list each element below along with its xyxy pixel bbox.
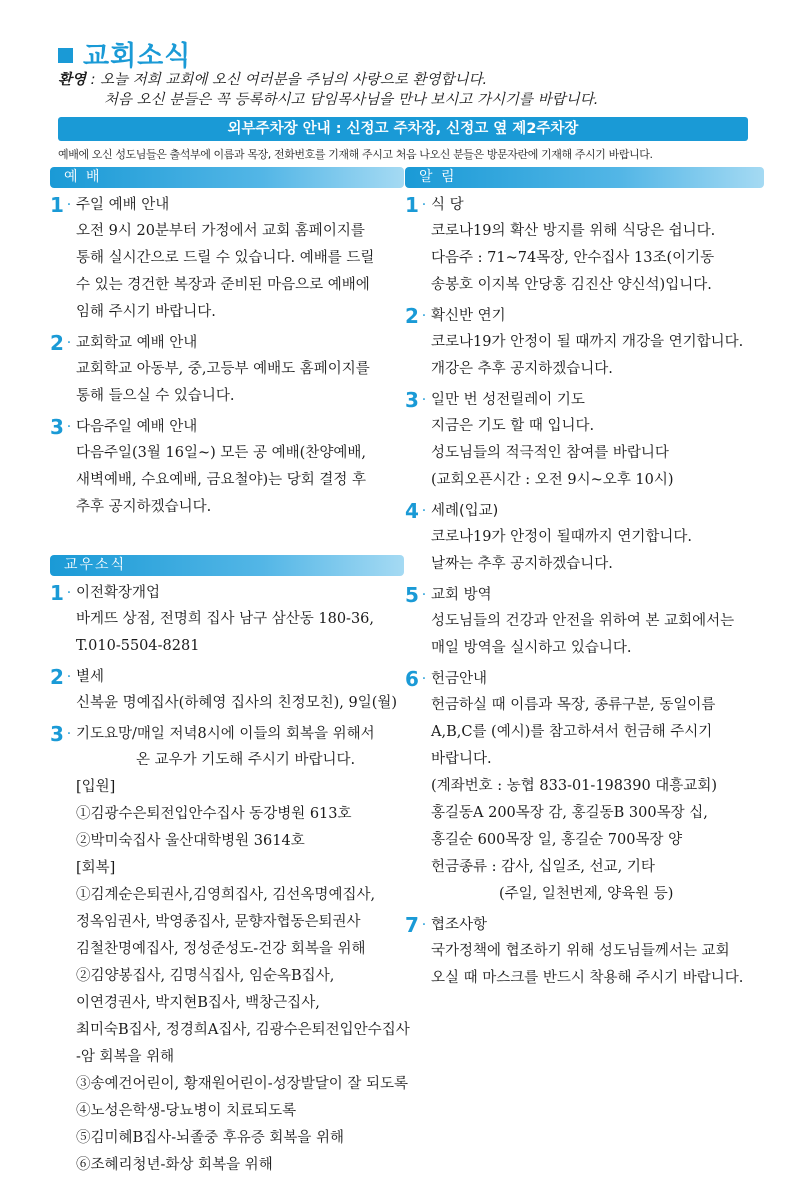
item-title: 기도요망/매일 저녁8시에 이들의 회복을 위해서	[76, 726, 375, 742]
item-title: 주일 예배 안내	[76, 197, 170, 213]
news-item	[405, 303, 755, 383]
news-item	[405, 192, 755, 299]
body-line: 성도님들의 건강과 안전을 위하여 본 교회에서는	[431, 613, 735, 629]
body-line: 정옥임권사, 박영종집사, 문향자협동은퇴권사	[76, 914, 361, 930]
body-line: 이연경권사, 박지현B집사, 백창근집사,	[76, 995, 320, 1011]
body-line: 교회학교 아동부, 중,고등부 예배도 홈페이지를	[76, 361, 370, 377]
section-header-news: 알 림	[405, 167, 764, 188]
body-line: 수 있는 경건한 복장과 준비된 마음으로 예배에	[76, 277, 370, 293]
item-body	[431, 608, 755, 662]
dot-icon: ·	[66, 669, 72, 685]
dot-icon: ·	[66, 419, 72, 435]
body-line: ③송예건어린이, 황재원어린이-성장발달이 잘 되도록	[76, 1076, 408, 1092]
body-line: 다음주 : 71~74목장, 안수집사 13조(이기동	[431, 250, 715, 266]
body-line: 헌금종류 : 감사, 십일조, 선교, 기타	[431, 859, 655, 875]
item-number: 3	[405, 388, 419, 412]
left-column	[50, 167, 410, 1179]
item-title: 교회 방역	[431, 587, 492, 603]
worship-item	[50, 192, 395, 326]
body-line: 통해 들으실 수 있습니다.	[76, 388, 235, 404]
item-title: 협조사항	[431, 917, 488, 933]
news-item	[405, 912, 755, 992]
body-line: ②박미숙집사 울산대학병원 3614호	[76, 833, 305, 849]
right-column	[405, 167, 755, 992]
item-body	[431, 938, 755, 992]
body-line: 코로나19의 확산 방지를 위해 식당은 쉽니다.	[431, 223, 716, 239]
body-line: 온 교우가 기도해 주시기 바랍니다.	[136, 752, 356, 768]
dot-icon: ·	[421, 671, 427, 687]
body-line: 날짜는 추후 공지하겠습니다.	[431, 556, 613, 572]
body-line: 바랍니다.	[431, 751, 492, 767]
body-line: ①김광수은퇴전입안수집사 동강병원 613호	[76, 806, 352, 822]
body-line: 오전 9시 20분부터 가정에서 교회 홈페이지를	[76, 223, 365, 239]
body-line: 임해 주시기 바랍니다.	[76, 304, 216, 320]
body-line: 새벽예배, 수요예배, 금요철야)는 당회 결정 후	[76, 472, 367, 488]
item-body	[431, 524, 755, 578]
item-number: 1	[405, 193, 419, 217]
item-title: 식 당	[431, 197, 464, 213]
body-line: 개강은 추후 공지하겠습니다.	[431, 361, 613, 377]
item-body	[76, 218, 395, 326]
item-number: 5	[405, 583, 419, 607]
item-body	[431, 413, 755, 494]
body-line: 코로나19가 안정이 될 때까지 개강을 연기합니다.	[431, 334, 744, 350]
body-line: 헌금하실 때 이름과 목장, 종류구분, 동일이름	[431, 697, 716, 713]
section-header-members: 교우소식	[50, 555, 404, 576]
dot-icon: ·	[421, 197, 427, 213]
item-body	[431, 329, 755, 383]
news-item	[405, 666, 755, 908]
item-number: 3	[50, 722, 64, 746]
body-line: 국가정책에 협조하기 위해 성도님들께서는 교회	[431, 943, 730, 959]
item-number: 2	[50, 665, 64, 689]
body-line: ②김양봉집사, 김명식집사, 임순옥B집사,	[76, 968, 335, 984]
worship-item	[50, 330, 395, 410]
item-body	[76, 356, 395, 410]
body-line: (교회오픈시간 : 오전 9시~오후 10시)	[431, 472, 674, 488]
body-line: (계좌번호 : 농협 833-01-198390 대흥교회)	[431, 778, 717, 794]
body-line: 송봉호 이지복 안당홍 김진산 양신석)입니다.	[431, 277, 712, 293]
item-number: 2	[405, 304, 419, 328]
body-line: 오실 때 마스크를 반드시 착용해 주시기 바랍니다.	[431, 970, 744, 986]
item-number: 6	[405, 667, 419, 691]
item-title: 세례(입교)	[431, 503, 499, 519]
welcome-line-1: 환영 : 오늘 저희 교회에 오신 여러분을 주님의 사랑으로 환영합니다.	[58, 72, 488, 88]
welcome-line-2: 처음 오신 분들은 꼭 등록하시고 담임목사님을 만나 보시고 가시기를 바랍니다.	[104, 92, 599, 108]
item-body	[76, 747, 410, 1179]
news-item	[405, 387, 755, 494]
body-line: A,B,C를 (예시)를 참고하셔서 헌금해 주시기	[431, 724, 713, 740]
item-body	[431, 218, 755, 299]
body-line: 추후 공지하겠습니다.	[76, 499, 212, 515]
body-line: 매일 방역을 실시하고 있습니다.	[431, 640, 632, 656]
dot-icon: ·	[421, 392, 427, 408]
body-line: ⑤김미혜B집사-뇌졸중 후유증 회복을 위해	[76, 1130, 344, 1146]
dot-icon: ·	[421, 917, 427, 933]
item-body	[76, 440, 395, 521]
dot-icon: ·	[421, 503, 427, 519]
member-item	[50, 664, 398, 717]
welcome-label: 환영	[58, 72, 87, 88]
body-line: 통해 실시간으로 드릴 수 있습니다. 예배를 드릴	[76, 250, 375, 266]
body-line: (주일, 일천번제, 양육원 등)	[499, 886, 674, 902]
dot-icon: ·	[66, 585, 72, 601]
body-line: 신복윤 명예집사(하혜영 집사의 친정모친), 9일(월)	[76, 695, 398, 711]
worship-item	[50, 414, 395, 521]
body-line: 최미숙B집사, 정경희A집사, 김광수은퇴전입안수집사	[76, 1022, 410, 1038]
body-line: 다음주일(3월 16일~) 모든 공 예배(찬양예배,	[76, 445, 366, 461]
item-body	[76, 606, 395, 660]
square-bullet-icon	[58, 48, 73, 63]
item-number: 2	[50, 331, 64, 355]
page-title: 교회소식	[83, 41, 192, 72]
body-line: 성도님들의 적극적인 참여를 바랍니다	[431, 445, 669, 461]
item-title: 일만 번 성전릴레이 기도	[431, 392, 585, 408]
news-item	[405, 498, 755, 578]
body-line: T.010-5504-8281	[76, 638, 200, 654]
parking-banner: 외부주차장 안내 : 신정고 주차장, 신정고 옆 제2주차장	[58, 117, 748, 141]
body-line: 홍길동A 200목장 감, 홍길동B 300목장 십,	[431, 805, 708, 821]
body-line: ④노성은학생-당뇨병이 치료되도록	[76, 1103, 297, 1119]
recovery-label: [회복]	[76, 860, 116, 876]
body-line: 홍길순 600목장 일, 홍길순 700목장 양	[431, 832, 683, 848]
member-item	[50, 721, 410, 1179]
body-line: ①김계순은퇴권사,김영희집사, 김선옥명예집사,	[76, 887, 376, 903]
body-line: 김철찬명예집사, 정성준성도-건강 회복을 위해	[76, 941, 366, 957]
attendance-notice: 예배에 오신 성도님들은 출석부에 이름과 목장, 전화번호를 기재해 주시고 처음 나오신 분들은 방문자란에 기재해 주시기 바랍니다.	[58, 148, 653, 161]
welcome-message	[58, 70, 598, 110]
item-number: 1	[50, 581, 64, 605]
member-item	[50, 580, 395, 660]
item-title: 헌금안내	[431, 671, 488, 687]
dot-icon: ·	[421, 308, 427, 324]
section-header-worship: 예 배	[50, 167, 404, 188]
item-number: 7	[405, 913, 419, 937]
body-line: -암 회복을 위해	[76, 1049, 175, 1065]
dot-icon: ·	[421, 587, 427, 603]
item-title: 다음주일 예배 안내	[76, 419, 198, 435]
dot-icon: ·	[66, 726, 72, 742]
dot-icon: ·	[66, 335, 72, 351]
body-line: 지금은 기도 할 때 입니다.	[431, 418, 595, 434]
item-number: 4	[405, 499, 419, 523]
item-title: 확신반 연기	[431, 308, 506, 324]
body-line: ⑥조혜리청년-화상 회복을 위해	[76, 1157, 273, 1173]
item-body	[431, 692, 755, 908]
dot-icon: ·	[66, 197, 72, 213]
admit-label: [입원]	[76, 779, 116, 795]
body-line: 코로나19가 안정이 될때까지 연기합니다.	[431, 529, 692, 545]
item-title: 교회학교 예배 안내	[76, 335, 198, 351]
item-number: 1	[50, 193, 64, 217]
item-body	[76, 690, 398, 717]
news-item	[405, 582, 755, 662]
item-title: 이전확장개업	[76, 585, 161, 601]
page-header	[58, 34, 191, 73]
item-number: 3	[50, 415, 64, 439]
body-line: 바게뜨 상점, 전명희 집사 남구 삼산동 180-36,	[76, 611, 375, 627]
item-title: 별세	[76, 669, 105, 685]
